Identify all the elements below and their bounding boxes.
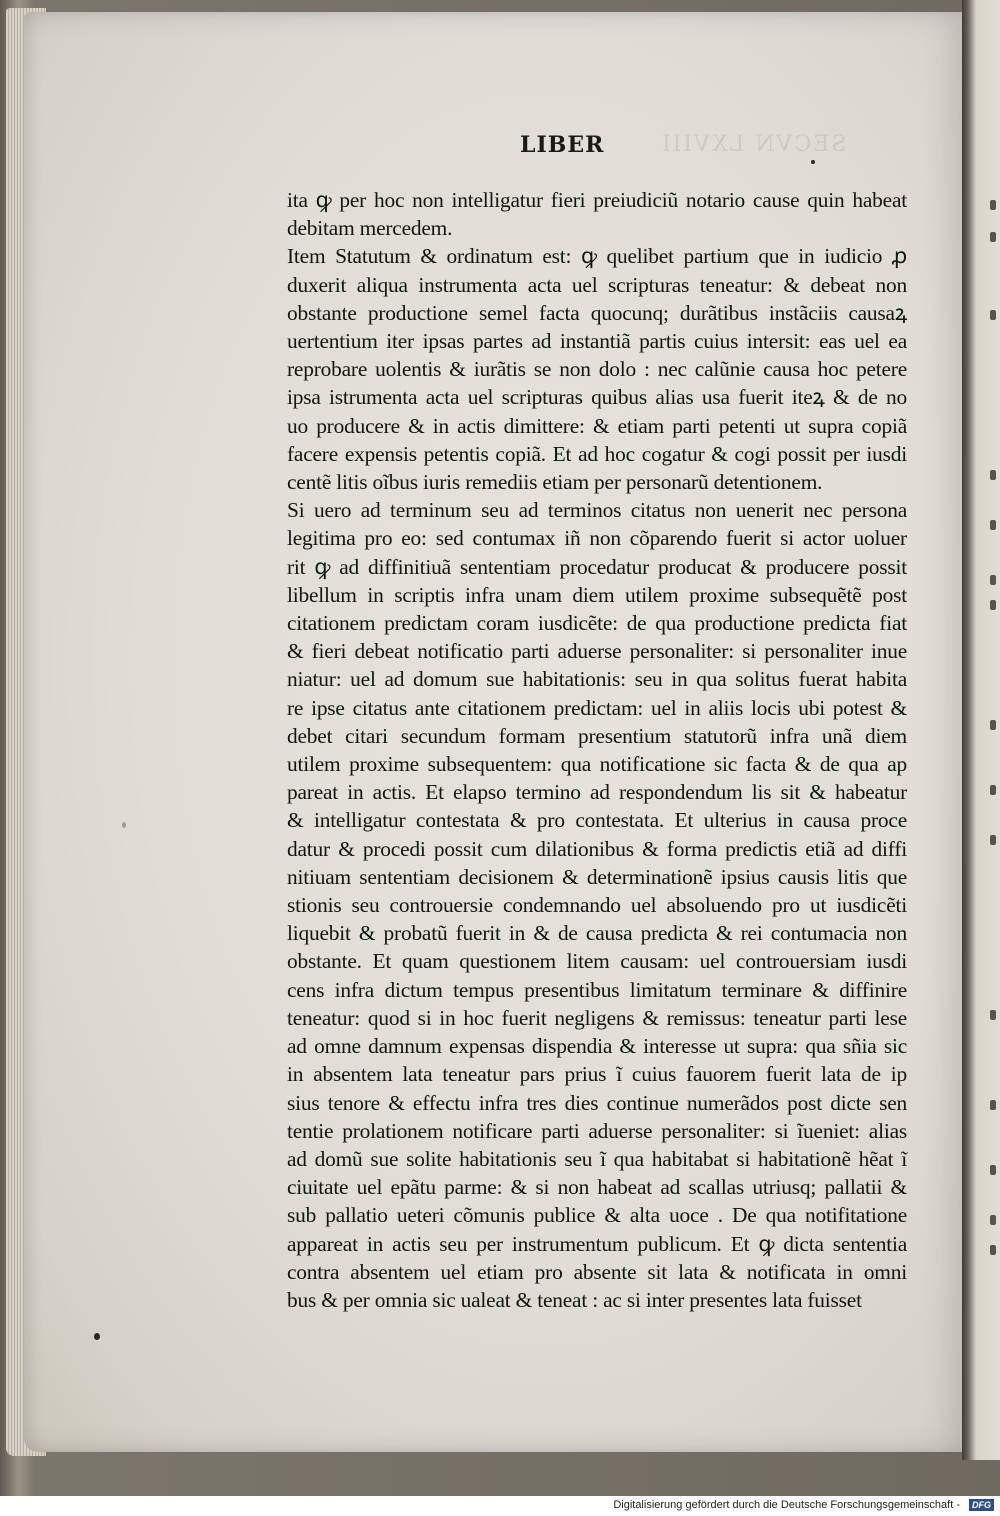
- text-line: contra absentem uel etiam pro absente sit lata & notificata in omni: [287, 1259, 907, 1284]
- text-line: tentie prolationem notificare parti aduerse personaliter: si ĩueniet: alias: [287, 1118, 907, 1143]
- facing-page-edge: [962, 0, 1000, 1460]
- text-line: ad domũ sue solite habitationis seu ĩ qua habitabat si habitationẽ hẽat ĩ: [287, 1146, 907, 1171]
- text-line: debet citari secundum formam presentium statutorũ infra unã diem: [287, 723, 907, 748]
- text-line: & intelligatur contestata & pro contestata. Et ulterius in causa proce: [287, 808, 907, 833]
- text-line: citationem predictam coram iusdicẽte: de qua productione predicta fiat: [287, 611, 907, 636]
- text-line: debitam mercedem.: [287, 216, 453, 241]
- text-line: teneatur: quod si in hoc fuerit negligens & remissus: teneatur parti lese: [287, 1005, 907, 1030]
- text-line: in absentem lata teneatur pars prius ĩ cuius fauorem fuerit lata de ip: [287, 1062, 907, 1087]
- text-line: nitiuam sententiam decisionem & determinationẽ ipsius causis litis que: [287, 864, 907, 889]
- ink-speck: [122, 822, 126, 828]
- text-line: ipsa istrumenta acta uel scripturas quibus alias usa fuerit iteꝝ & de no: [287, 385, 907, 410]
- text-line: & fieri debeat notificatio parti aduerse personaliter: si personaliter inue: [287, 639, 907, 664]
- funding-credit: Digitalisierung gefördert durch die Deutsche Forschungsgemeinschaft -: [613, 1499, 960, 1511]
- text-line: facere expensis petentis copiã. Et ad hoc cogatur & cogi possit per iusdi: [287, 441, 907, 466]
- text-line: utilem proxime subsequentem: qua notificatione sic facta & de qua ap: [287, 752, 907, 777]
- text-line: ad omne damnum expensas dispendia & interesse ut supra: qua sñia sic: [287, 1034, 907, 1059]
- text-line: re ipse citatus ante citationem predictam: uel in aliis locis ubi potest &: [287, 695, 907, 720]
- text-line: rit ꝙ ad diffinitiuã sententiam procedatur producat & producere possit: [287, 554, 907, 579]
- text-line: obstante productione semel facta quocunq; durãtibus instãciis causaꝝ: [287, 300, 907, 325]
- text-line: reprobare uolentis & iurãtis se non dolo : nec calũnie causa hoc petere: [287, 357, 907, 382]
- text-line: sub pallatio ueteri cõmunis publice & alta uoce . De qua notifitatione: [287, 1203, 907, 1228]
- text-line: libellum in scriptis infra unam diem utilem proxime subsequẽtẽ post: [287, 582, 907, 607]
- text-line: liquebit & probatũ fuerit in & de causa predicta & rei contumacia non: [287, 921, 907, 946]
- body-text: [287, 186, 907, 1314]
- show-through-heading: SECVN LXVIII: [660, 132, 847, 157]
- ink-speck: [94, 1333, 100, 1340]
- text-line: centẽ litis oĩbus iuris remediis etiam per personarũ detentionem.: [287, 470, 823, 495]
- text-line: uo producere & in actis dimittere: & etiam parti petenti ut supra copiã: [287, 413, 907, 438]
- ink-speck: [811, 160, 815, 164]
- text-line: uertentium iter ipsas partes ad instantiã partis cuius intersit: eas uel ea: [287, 329, 907, 354]
- text-line: sius tenore & effectu infra tres dies continue numerãdos post dicte sen: [287, 1090, 907, 1115]
- text-line: obstante. Et quam questionem litem causam: uel controuersiam iusdi: [287, 949, 907, 974]
- text-line: Item Statutum & ordinatum est: ꝙ quelibet partium que in iudicio ꝓ: [287, 244, 907, 269]
- text-line: legitima pro eo: sed contumax iñ non cõparendo fuerit si actor uoluer: [287, 526, 907, 551]
- text-line: stionis seu controuersie condemnando uel absoluendo pro ut iusdicẽti: [287, 893, 907, 918]
- text-line: datur & procedi possit cum dilationibus & forma predictis etiã ad diffi: [287, 836, 907, 861]
- text-line: Si uero ad terminum seu ad terminos citatus non uenerit nec persona: [287, 498, 907, 523]
- dfg-logo: DFG: [969, 1499, 994, 1511]
- text-line: ita ꝙ per hoc non intelligatur fieri preiudiciũ notario cause quin habeat: [287, 188, 907, 212]
- text-line: duxerit aliqua instrumenta acta uel scripturas teneatur: & debeat non: [287, 272, 907, 297]
- text-line: ciuitate uel epãtu parme: & si non habeat ad scallas utriusq; pallatii &: [287, 1175, 907, 1200]
- text-line: cens infra dictum tempus presentibus limitatum terminare & diffinire: [287, 977, 907, 1002]
- running-head: LIBER: [520, 132, 605, 158]
- text-line: niatur: uel ad domum sue habitationis: seu in qua solitus fuerat habita: [287, 667, 907, 692]
- text-line: pareat in actis. Et elapso termino ad respondendum lis sit & habeatur: [287, 780, 907, 805]
- text-line: bus & per omnia sic ualeat & teneat : ac si inter presentes lata fuisset: [287, 1287, 862, 1312]
- text-line: appareat in actis seu per instrumentum publicum. Et ꝙ dicta sententia: [287, 1231, 907, 1256]
